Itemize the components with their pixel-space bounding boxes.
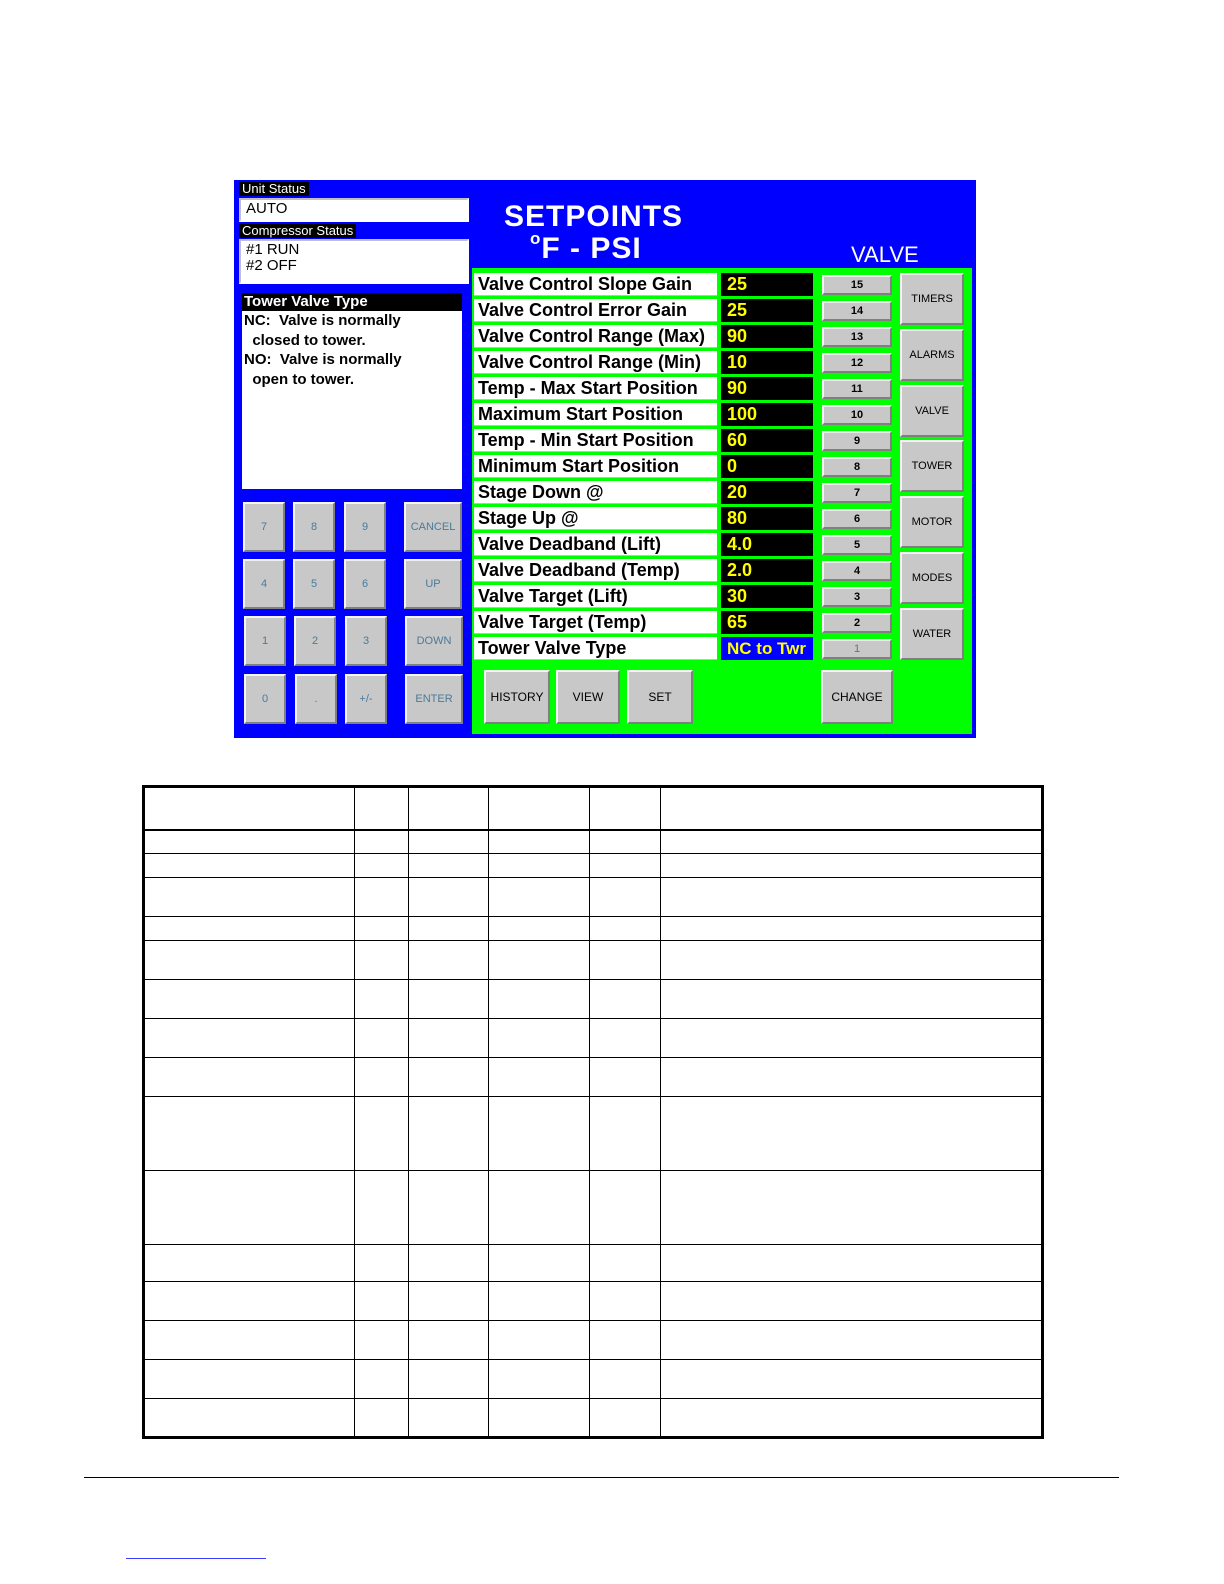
table-cell: [355, 1245, 409, 1282]
table-cell: [144, 1058, 355, 1097]
setpoint-value[interactable]: 20: [721, 481, 813, 504]
setpoint-label: Valve Target (Temp): [474, 611, 717, 634]
up-button[interactable]: UP: [404, 559, 462, 609]
table-cell: [144, 1360, 355, 1399]
setpoint-select-button[interactable]: 9: [822, 431, 892, 451]
key-6[interactable]: 6: [344, 559, 386, 609]
table-cell: [661, 941, 1043, 980]
setpoint-label: Valve Control Range (Max): [474, 325, 717, 348]
table-cell: [144, 830, 355, 854]
table-cell: [590, 854, 661, 878]
table-cell: [409, 917, 489, 941]
table-row: [144, 854, 1043, 878]
unit-status-title: Unit Status: [239, 182, 309, 196]
setpoint-label: Valve Deadband (Lift): [474, 533, 717, 556]
table-cell: [409, 878, 489, 917]
table-row: [144, 941, 1043, 980]
setpoint-value[interactable]: 90: [721, 377, 813, 400]
page-subtitle: [530, 229, 642, 266]
table-cell: [355, 1282, 409, 1321]
table-cell: [355, 787, 409, 830]
table-cell: [409, 1058, 489, 1097]
setpoint-value[interactable]: 2.0: [721, 559, 813, 582]
setpoint-value[interactable]: 10: [721, 351, 813, 374]
compressor-status-display: [239, 239, 469, 284]
cancel-button[interactable]: CANCEL: [404, 502, 462, 552]
table-cell: [355, 1399, 409, 1438]
setpoint-label: Minimum Start Position: [474, 455, 717, 478]
table-cell: [489, 1360, 590, 1399]
setpoint-value[interactable]: 60: [721, 429, 813, 452]
table-cell: [355, 1171, 409, 1245]
screen-name: VALVE: [851, 242, 919, 267]
table-cell: [355, 941, 409, 980]
table-row: [144, 1058, 1043, 1097]
table-cell: [661, 1321, 1043, 1360]
table-cell: [409, 1282, 489, 1321]
setpoint-value[interactable]: 30: [721, 585, 813, 608]
table-cell: [661, 1360, 1043, 1399]
setpoint-select-button[interactable]: 13: [822, 327, 892, 347]
help-line: closed to tower.: [244, 331, 366, 349]
table-cell: [590, 830, 661, 854]
table-cell: [355, 1058, 409, 1097]
setpoint-value[interactable]: 80: [721, 507, 813, 530]
setpoint-label: Valve Target (Lift): [474, 585, 717, 608]
setpoint-value[interactable]: 25: [721, 299, 813, 322]
setpoint-value[interactable]: 90: [721, 325, 813, 348]
table-cell: [144, 878, 355, 917]
setpoint-label: Maximum Start Position: [474, 403, 717, 426]
table-cell: [489, 1097, 590, 1171]
compressor-status-title: Compressor Status: [239, 224, 356, 238]
enter-button[interactable]: ENTER: [405, 674, 463, 724]
table-cell: [409, 854, 489, 878]
setpoint-label: Tower Valve Type: [474, 637, 717, 660]
table-row: [144, 1360, 1043, 1399]
alarms-button[interactable]: ALARMS: [900, 329, 964, 381]
table-cell: [409, 830, 489, 854]
setpoint-value[interactable]: 4.0: [721, 533, 813, 556]
table-cell: [409, 1171, 489, 1245]
table-cell: [661, 1171, 1043, 1245]
tower-valve-type-help-title: Tower Valve Type: [242, 293, 462, 311]
table-cell: [355, 854, 409, 878]
table-cell: [590, 1360, 661, 1399]
table-cell: [661, 1058, 1043, 1097]
modes-button[interactable]: MODES: [900, 552, 964, 604]
help-line: NO: Valve is normally: [244, 351, 402, 368]
setpoint-reference-table: [142, 785, 1044, 1439]
table-cell: [489, 917, 590, 941]
setpoint-label: Valve Deadband (Temp): [474, 559, 717, 582]
table-cell: [144, 1019, 355, 1058]
compressor-status-line: #1 RUN: [246, 241, 300, 258]
setpoint-select-button[interactable]: 4: [822, 561, 892, 581]
key-9[interactable]: 9: [344, 502, 386, 552]
key-0[interactable]: 0: [244, 674, 286, 724]
table-cell: [590, 1321, 661, 1360]
table-cell: [661, 1245, 1043, 1282]
setpoint-value[interactable]: 25: [721, 273, 813, 296]
setpoint-select-button[interactable]: 6: [822, 509, 892, 529]
table-cell: [590, 1171, 661, 1245]
help-line: open to tower.: [244, 370, 355, 388]
table-cell: [144, 787, 355, 830]
table-cell: [661, 854, 1043, 878]
table-cell: [355, 1321, 409, 1360]
setpoint-select-button[interactable]: 2: [822, 613, 892, 633]
table-cell: [409, 1245, 489, 1282]
table-cell: [590, 917, 661, 941]
tower-button[interactable]: TOWER: [900, 440, 964, 492]
table-cell: [355, 917, 409, 941]
table-cell: [489, 941, 590, 980]
table-row: [144, 1321, 1043, 1360]
table-cell: [144, 941, 355, 980]
table-cell: [590, 1019, 661, 1058]
table-cell: [489, 1019, 590, 1058]
tower-valve-type-help: [242, 293, 462, 489]
table-cell: [590, 787, 661, 830]
table-row: [144, 878, 1043, 917]
table-row: [144, 1097, 1043, 1171]
key-plus-minus[interactable]: +/-: [345, 674, 387, 724]
setpoint-label: Valve Control Slope Gain: [474, 273, 717, 296]
table-row: [144, 1019, 1043, 1058]
key-1[interactable]: 1: [244, 616, 286, 666]
help-line: NC: Valve is normally: [244, 312, 401, 329]
footer-link-underline[interactable]: [126, 1558, 266, 1559]
setpoint-select-button[interactable]: 3: [822, 587, 892, 607]
setpoint-label: Temp - Max Start Position: [474, 377, 717, 400]
down-button[interactable]: DOWN: [405, 616, 463, 666]
table-cell: [409, 980, 489, 1019]
table-cell: [489, 1058, 590, 1097]
unit-status-display: AUTO: [239, 198, 469, 222]
table-cell: [661, 1282, 1043, 1321]
setpoint-select-button[interactable]: 1: [822, 639, 892, 659]
table-cell: [489, 1282, 590, 1321]
table-cell: [489, 854, 590, 878]
table-cell: [409, 1321, 489, 1360]
table-cell: [661, 830, 1043, 854]
table-cell: [590, 1097, 661, 1171]
key-4[interactable]: 4: [243, 559, 285, 609]
view-button[interactable]: VIEW: [556, 670, 620, 724]
setpoint-label: Temp - Min Start Position: [474, 429, 717, 452]
table-cell: [590, 878, 661, 917]
table-cell: [661, 1399, 1043, 1438]
table-cell: [661, 1019, 1043, 1058]
valve-button[interactable]: VALVE: [900, 385, 964, 437]
table-cell: [409, 1097, 489, 1171]
table-cell: [355, 1019, 409, 1058]
history-button[interactable]: HISTORY: [484, 670, 550, 724]
table-cell: [144, 980, 355, 1019]
setpoint-select-button[interactable]: 15: [822, 275, 892, 295]
setpoint-label: Stage Down @: [474, 481, 717, 504]
setpoint-select-button[interactable]: 7: [822, 483, 892, 503]
table-cell: [409, 787, 489, 830]
page-title: SETPOINTS: [504, 200, 684, 233]
table-row: [144, 1171, 1043, 1245]
key-2[interactable]: 2: [294, 616, 336, 666]
table-cell: [661, 878, 1043, 917]
timers-button[interactable]: TIMERS: [900, 273, 964, 325]
table-cell: [355, 830, 409, 854]
key-3[interactable]: 3: [345, 616, 387, 666]
table-cell: [489, 1321, 590, 1360]
key-decimal[interactable]: .: [295, 674, 337, 724]
table-cell: [590, 980, 661, 1019]
table-cell: [355, 1097, 409, 1171]
setpoint-value[interactable]: 0: [721, 455, 813, 478]
table-cell: [144, 1097, 355, 1171]
water-button[interactable]: WATER: [900, 608, 964, 660]
key-8[interactable]: 8: [293, 502, 335, 552]
table-cell: [590, 941, 661, 980]
table-cell: [590, 1245, 661, 1282]
footer-divider: [84, 1477, 1119, 1478]
table-cell: [489, 787, 590, 830]
setpoint-value[interactable]: 65: [721, 611, 813, 634]
table-cell: [661, 917, 1043, 941]
table-cell: [489, 1171, 590, 1245]
compressor-status-line: #2 OFF: [246, 257, 297, 274]
table-cell: [355, 1360, 409, 1399]
table-cell: [489, 980, 590, 1019]
table-cell: [144, 1171, 355, 1245]
setpoint-select-button[interactable]: 10: [822, 405, 892, 425]
setpoint-select-button[interactable]: 12: [822, 353, 892, 373]
table-cell: [590, 1399, 661, 1438]
set-button[interactable]: SET: [627, 670, 693, 724]
table-cell: [355, 878, 409, 917]
setpoint-value[interactable]: NC to Twr: [721, 637, 813, 660]
table-cell: [489, 878, 590, 917]
table-cell: [409, 1399, 489, 1438]
setpoint-select-button[interactable]: 8: [822, 457, 892, 477]
table-cell: [489, 1245, 590, 1282]
table-row: [144, 1282, 1043, 1321]
table-cell: [489, 830, 590, 854]
table-cell: [144, 1282, 355, 1321]
setpoint-select-button[interactable]: 11: [822, 379, 892, 399]
setpoint-label: Stage Up @: [474, 507, 717, 530]
table-row: [144, 917, 1043, 941]
table-cell: [144, 1321, 355, 1360]
table-cell: [409, 941, 489, 980]
table-cell: [661, 1097, 1043, 1171]
motor-button[interactable]: MOTOR: [900, 496, 964, 548]
setpoint-select-button[interactable]: 14: [822, 301, 892, 321]
degree-symbol: o: [530, 229, 542, 248]
table-cell: [409, 1360, 489, 1399]
setpoint-select-button[interactable]: 5: [822, 535, 892, 555]
setpoints-screen: [234, 180, 976, 738]
table-cell: [590, 1058, 661, 1097]
table-cell: [144, 854, 355, 878]
table-cell: [355, 980, 409, 1019]
table-cell: [144, 917, 355, 941]
table-cell: [144, 1245, 355, 1282]
table-row: [144, 1245, 1043, 1282]
setpoint-value[interactable]: 100: [721, 403, 813, 426]
table-cell: [661, 787, 1043, 830]
change-button[interactable]: CHANGE: [821, 670, 893, 724]
table-header-row: [144, 787, 1043, 830]
key-7[interactable]: 7: [243, 502, 285, 552]
setpoint-label: Valve Control Range (Min): [474, 351, 717, 374]
table-row: [144, 830, 1043, 854]
setpoint-label: Valve Control Error Gain: [474, 299, 717, 322]
table-cell: [489, 1399, 590, 1438]
units-label: F - PSI: [541, 232, 642, 265]
table-cell: [661, 980, 1043, 1019]
table-row: [144, 980, 1043, 1019]
key-5[interactable]: 5: [293, 559, 335, 609]
table-cell: [590, 1282, 661, 1321]
table-cell: [144, 1399, 355, 1438]
table-row: [144, 1399, 1043, 1438]
table-cell: [409, 1019, 489, 1058]
